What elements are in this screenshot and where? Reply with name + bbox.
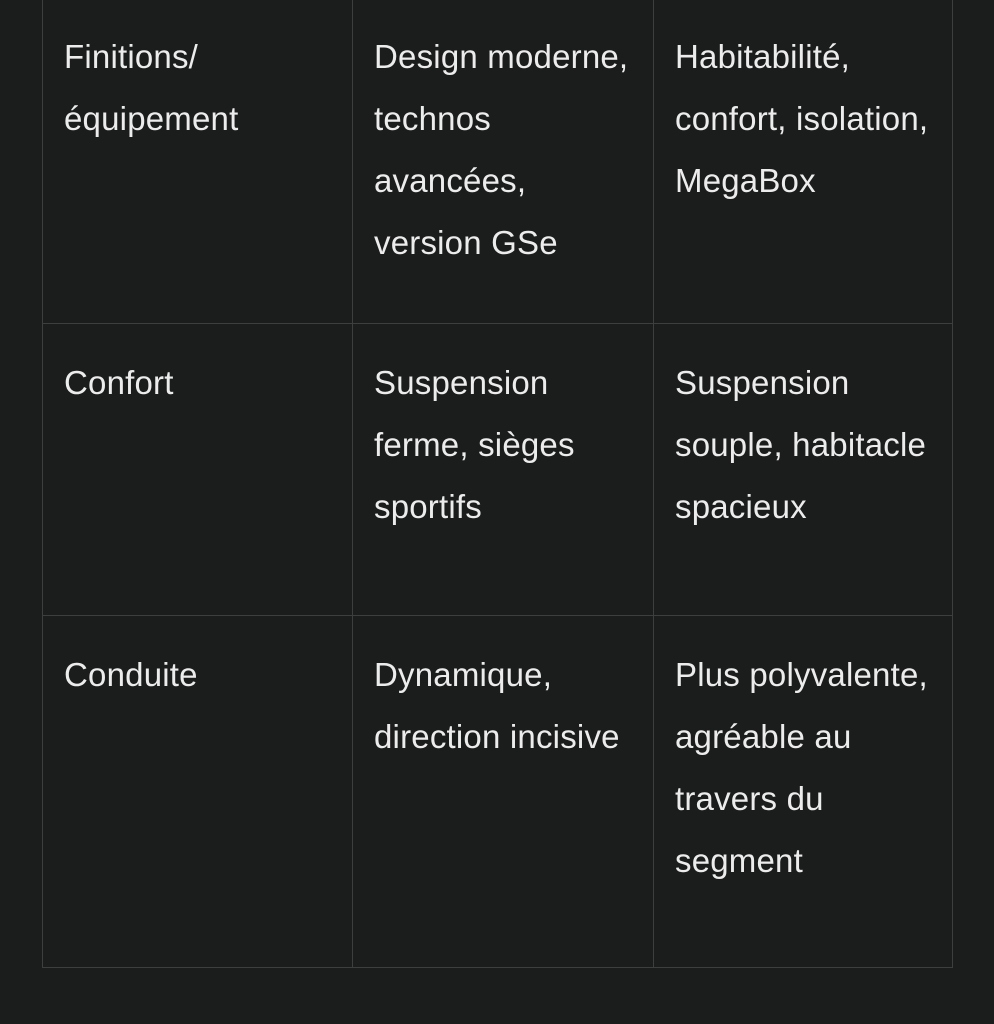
row-label-cell: Conduite bbox=[43, 615, 353, 967]
comparison-table-container bbox=[42, 0, 952, 968]
table-row bbox=[43, 323, 953, 615]
comparison-table bbox=[42, 0, 953, 968]
table-cell: Dynamique, direction incisive bbox=[353, 615, 654, 967]
row-label-cell: Finitions/ équipement bbox=[43, 0, 353, 323]
table-cell: Suspension ferme, sièges sportifs bbox=[353, 323, 654, 615]
table-row bbox=[43, 615, 953, 967]
table-cell: Suspension souple, habitacle spacieux bbox=[654, 323, 953, 615]
table-cell: Habitabilité, confort, isolation, MegaBox bbox=[654, 0, 953, 323]
row-label-cell: Confort bbox=[43, 323, 353, 615]
table-cell: Plus polyvalente, agréable au travers du segment bbox=[654, 615, 953, 967]
table-cell: Design moderne, technos avancées, version GSe bbox=[353, 0, 654, 323]
table-row bbox=[43, 0, 953, 323]
